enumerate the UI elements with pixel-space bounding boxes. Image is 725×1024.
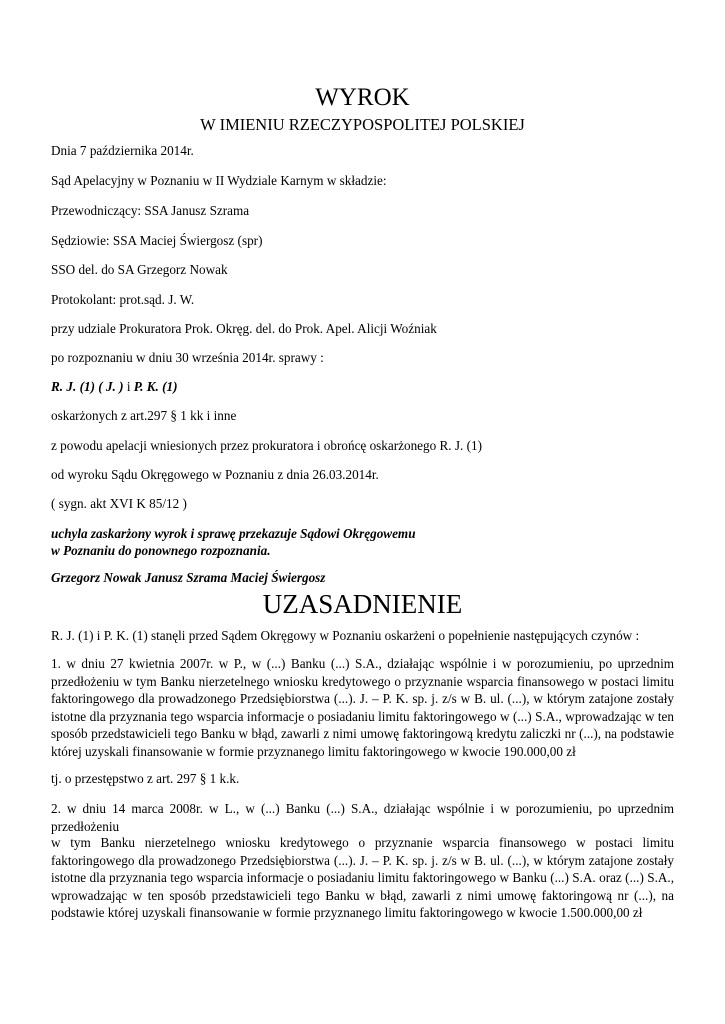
prosecutor: przy udziale Prokuratora Prok. Okręg. del. do Prok. Apel. Alicji Woźniak [51, 321, 437, 336]
charge-item-1: 1. w dniu 27 kwietnia 2007r. w P., w (...) Banku (...) S.A., działając wspólnie i w porozumieniu, po uprzednim przedłożeniu w tym Banku nierzetelnego wniosku kredytowego o przyznanie wsparcia finansowego w postaci limitu faktoringowego dla prowadzonego Przedsiębiorstwa (...). J. – P. K. sp. j. z/s w B. ul. (...), w którym zatajone zostały istotne dla przyznania tego wsparcia informacje o posiadaniu limitu faktoringowego w (...) S.A., wprowadzając w ten sposób przedstawicieli tego Banku w błąd, zawarli z nimi umowę faktoringową kredytu zaliczki nr (...), na podstawie której uzyskali finansowanie w formie przyznanego limitu faktoringowego w kwocie 190.000,00 zł [51, 656, 674, 759]
charge-item-2-head: 2. w dniu 14 marca 2008r. w L., w (...) Banku (...) S.A., działając wspólnie i w porozumieniu, po uprzednim przedłożeniu [51, 801, 674, 834]
appealed-judgment: od wyroku Sądu Okręgowego w Poznaniu z dnia 26.03.2014r. [51, 467, 379, 482]
document-subtitle: W IMIENIU RZECZYPOSPOLITEJ POLSKIEJ [200, 115, 525, 134]
judgment-date: Dnia 7 października 2014r. [51, 143, 194, 158]
charge-item-1-qualification: tj. o przestępstwo z art. 297 § 1 k.k. [51, 771, 240, 786]
ruling-line-1: uchyla zaskarżony wyrok i sprawę przekazuje Sądowi Okręgowemu [51, 526, 416, 541]
defendants-separator: i [123, 379, 134, 394]
appeal-info: z powodu apelacji wniesionych przez prokuratora i obrońcę oskarżonego R. J. (1) [51, 438, 483, 453]
charges: oskarżonych z art.297 § 1 kk i inne [51, 408, 237, 423]
ruling-line-2: w Poznaniu do ponownego rozpoznania. [51, 543, 271, 558]
justification-heading: UZASADNIENIE [262, 589, 463, 619]
judges: Sędziowie: SSA Maciej Świergosz (spr) [51, 233, 263, 248]
presiding-judge: Przewodniczący: SSA Janusz Szrama [51, 203, 250, 218]
court-clerk: Protokolant: prot.sąd. J. W. [51, 292, 195, 307]
defendant-1: R. J. (1) ( J. ) [51, 379, 124, 394]
justification-intro: R. J. (1) i P. K. (1) stanęli przed Sądem Okręgowy w Poznaniu oskarżeni o popełnienie następujących czynów : [51, 628, 640, 643]
delegated-judge: SSO del. do SA Grzegorz Nowak [51, 262, 228, 277]
defendant-2: P. K. (1) [133, 379, 178, 394]
defendants [51, 379, 178, 395]
case-number: ( sygn. akt XVI K 85/12 ) [51, 496, 187, 511]
document-title: WYROK [315, 84, 410, 111]
judge-signatures: Grzegorz Nowak Janusz Szrama Maciej Świergosz [51, 570, 326, 585]
charge-item-2-body: w tym Banku nierzetelnego wniosku kredytowego o przyznanie wsparcia finansowego w postaci limitu faktoringowego dla prowadzonego Przedsiębiorstwa (...). J. – P. K. sp. j. z/s w B. ul. (...), w którym zatajone zostały istotne dla przyznania tego wsparcia informacje o posiadaniu limitu faktoringowego w Banku (...) S.A. oraz (...) S.A., wprowadzając w ten sposób przedstawicieli tego Banku w błąd, zawarli z nimi umowę faktoringową nr (...), na podstawie której uzyskali finansowanie w formie przyznanego limitu faktoringowego w kwocie 1.500.000,00 zł [51, 835, 674, 921]
court-composition: Sąd Apelacyjny w Poznaniu w II Wydziale Karnym w składzie: [51, 173, 387, 188]
hearing-date: po rozpoznaniu w dniu 30 września 2014r. sprawy : [51, 350, 324, 365]
